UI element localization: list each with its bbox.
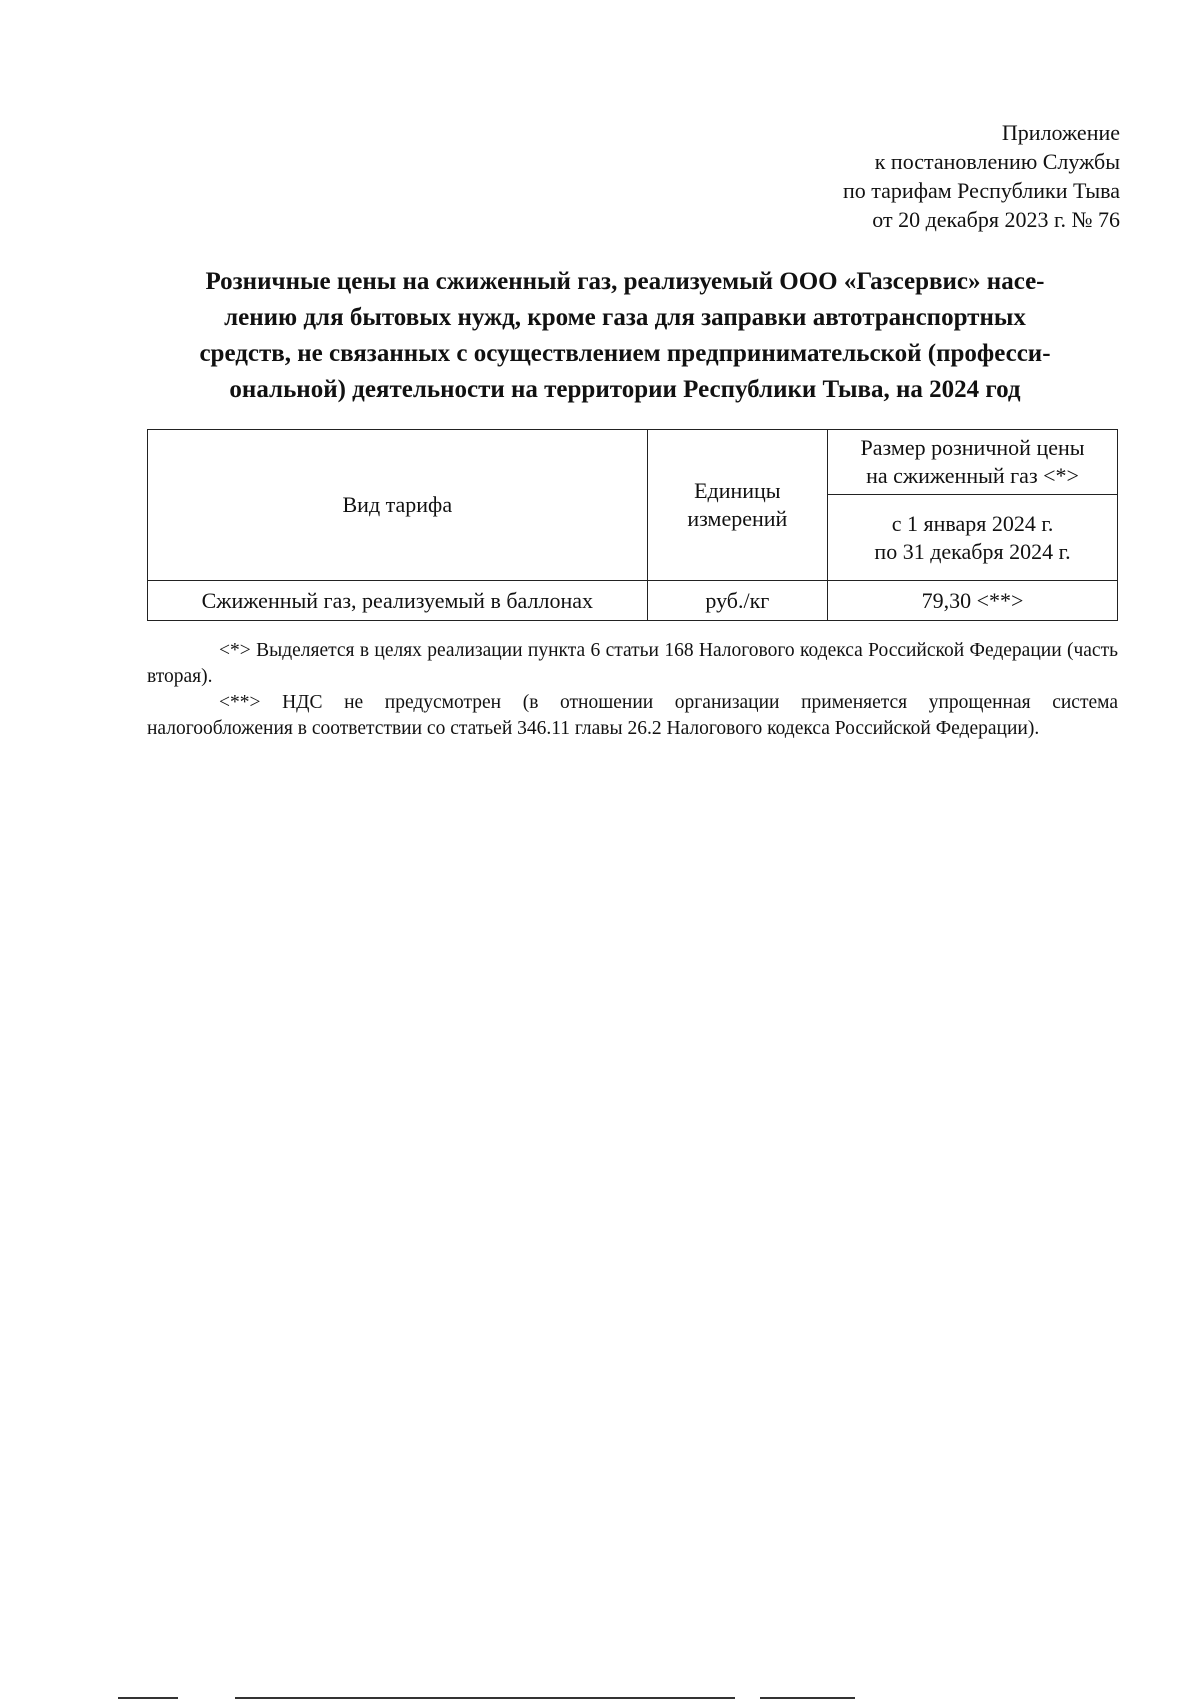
footnotes [147,638,1118,742]
cell-units: руб./кг [647,581,827,621]
appendix-line-4: от 20 декабря 2023 г. № 76 [872,207,1120,232]
header-tariff-type: Вид тарифа [148,430,648,581]
header-price-size [828,430,1118,495]
header-price-size-line-1: Размер розничной цены [860,435,1085,460]
scan-edge-line [760,1697,855,1699]
header-period [828,495,1118,581]
appendix-line-2: к постановлению Службы [874,149,1120,174]
cell-price: 79,30 <**> [828,581,1118,621]
appendix-header [843,118,1120,234]
appendix-line-3: по тарифам Республики Тыва [843,178,1120,203]
table-row [148,581,1118,621]
header-units: Единицы измерений [647,430,827,581]
title-line-4: ональной) деятельности на территории Республики Тыва, на 2024 год [229,376,1021,403]
document-title [150,264,1100,408]
scan-edge-line [118,1697,178,1699]
cell-tariff-type: Сжиженный газ, реализуемый в баллонах [148,581,648,621]
footnote-1: <*> Выделяется в целях реализации пункта 6 статьи 168 Налогового кодекса Российской Федерации (часть вторая). [147,640,1118,687]
scan-edge-line [235,1697,735,1699]
tariff-table [147,429,1118,621]
title-line-3: средств, не связанных с осуществлением предпринимательской (професси- [199,340,1051,367]
header-period-line-2: по 31 декабря 2024 г. [874,538,1071,564]
header-price-size-line-2: на сжиженный газ <*> [866,463,1079,488]
appendix-line-1: Приложение [1001,120,1120,145]
title-line-1: Розничные цены на сжиженный газ, реализуемый ООО «Газсервис» насе- [205,268,1045,295]
footnote-2: <**> НДС не предусмотрен (в отношении организации применяется упрощенная система налогообложения в соответствии со статьей 346.11 главы 26.2 Налогового кодекса Российской Федерации). [147,692,1118,739]
table-header-row [148,430,1118,495]
header-period-line-1: с 1 января 2024 г. [891,510,1054,536]
title-line-2: лению для бытовых нужд, кроме газа для заправки автотранспортных [224,304,1026,331]
